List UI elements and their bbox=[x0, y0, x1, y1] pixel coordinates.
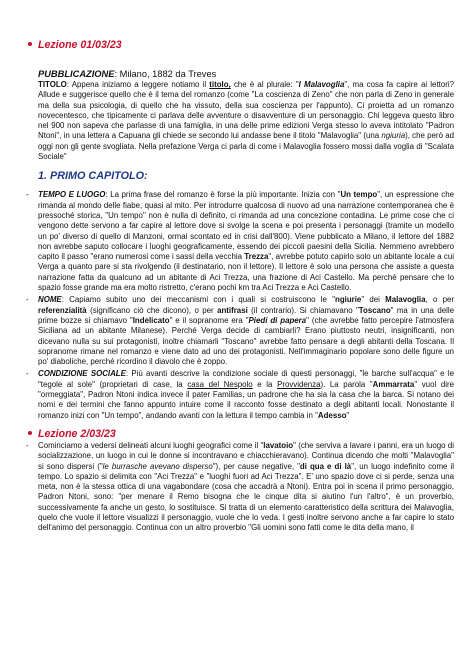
dash-icon: - bbox=[26, 440, 29, 450]
list-item: - NOME: Capiamo subito uno dei meccanismi con i quali si costruiscono le "ngiurie" dei Malavoglia, o per referenzialità (significano ciò che dicono), o per antifrasi (il contrario). Si chiamavano "Toscano" ma in una delle prime bozze si chiamavo "Indelicato" e il sopranome era "Piedi di papera" (che avrebbe fatto percepire l'atmosfera Siciliana ad un abitante Milanese). Perché Verga decide di cambiarli? Erano piuttosto neutri, insignificanti, non dicevano nulla su sui protagonisti, inoltre chiamarli "Toscano" avrebbe fatto pensare a degli abitanti della Toscana. Il sopranome rimane nel romanzo e viene dato ad uno dei protagonisti. Nell'immaginario popolare sono delle figure un po' diaboliche, perché ricordino il diavolo che è zoppo. bbox=[26, 295, 454, 367]
bullet-icon bbox=[28, 431, 32, 435]
lesson-heading-1: Lezione 01/03/23 bbox=[28, 39, 454, 52]
dash-icon: - bbox=[26, 369, 29, 379]
list-item: - CONDIZIONE SOCIALE: Più avanti descrive la condizione sociale di questi personaggi, "le barche sull'acqua" e le "tegole al sole" (proprietari di case, la casa del Nespolo e la Provvidenza). La parola "Ammarrata" vuol dire "ormeggiata", Padron Ntoni indica invece il pater Familias, un padrone che ha sia la casa che la barca. Si notano dei nomi e dei termini che fanno appunto intuire come il racconto fosse destinato a degli abitanti locali. Nonostante il romanzo inizi con "Un tempo", andando avanti con la lettura il tempo cambia in "Adesso" bbox=[26, 369, 454, 420]
list-item: - TEMPO E LUOGO: La prima frase del romanzo è forse la più importante. Inizia con "Un tempo", un espressione che rimanda al mondo delle fiabe, quasi al mito. Per introdurre qualcosa di nuovo ad una narrazione contemporanea che è pressoché storica, "Un tempo" non è nulla di definito, ci rimanda ad una concezione contadina. Le prime cose che ci vengono dette servono a far capire al lettore dove si svolge la scena e poi presenta i personaggi (tramite un modello un po' diverso di quello di Manzoni, ormai scontato ed in crisi dall'800). Viene pubblicato a Milano, il lettore del 1882 non avrebbe saputo collocare i luoghi geograficamente, essendo dei piccoli paesini della Sicilia. Nemmeno avrebbero capito il passo "erano numerosi come i sassi della vecchia Trezza", avrebbe potuto capirlo solo un abitante locale a cui Verga a quanto pare si sta rivolgendo (il destinatario, non il lettore). Il lettore è solo una persona che assiste a questa narrazione fatta da qualcuno ad un abitante di Aci Trezza, una frazione di Aci Castello. Ma perché pensare che lo spazio fosse grande ma era molto ristretto, c'erano pochi km tra Aci Trezza e Aci Castello. bbox=[26, 190, 454, 293]
dash-icon: - bbox=[26, 295, 29, 305]
dash-icon: - bbox=[26, 190, 29, 200]
bullet-icon bbox=[28, 42, 32, 46]
titolo-paragraph: TITOLO: Appena iniziamo a leggere notiamo il titolo, che è al plurale: "I Malavoglia", ma cosa fa capire ai lettori? Allude e suggerisce quello che è il tema del romanzo (come "La coscienza di Zeno" che non parla di Zeno in generale ma della sua psicologia, di quello che ha vissuto, della sua coscienza per l'appunto). Ci proietta ad un romanzo novecentesco, che tipicamente ci parlava delle avventure o disavventure di un personaggio. Chi leggeva questo libro nel 900 non sapeva che parlasse di una famiglia, in una delle prime edizioni Verga stesso lo aveva intitolato "Padron Ntoni", in una lettera a Capuana gli chiede se secondo lui andasse bene il titolo "Malavoglia" (una ngiuria), che però ad oggi non gli gente svogliata. Nella prefazione Verga ci parla di come i Malavoglia fossero mossi dalla voglia di "Scalata Sociale" bbox=[38, 80, 454, 162]
lesson-heading-2: Lezione 2/03/23 bbox=[28, 428, 454, 441]
publication-line: PUBBLICAZIONE: Milano, 1882 da Treves bbox=[38, 69, 217, 79]
list-item: - Cominciamo a vedersi delineati alcuni luoghi geografici come il "lavatoio" (che serviva a lavare i panni, era un luogo di socializzazione, un luogo in cui le donne si incontravano e chiacchieravano). Continua dicendo che molti "Malavoglia" si sono dispersi ("le burrasche avevano disperso"), per cause negative, "di qua e di là", un luogo indefinito come il tempo. Lo spazio si delimita con "Aci Trezza" e "luoghi fuori ad Aci Trezza". E' uno spazio dove ci si perde, senza una meta, non è la stessa ottica di una vagabondare (cosa che accadrà a Ntoni). Entra poi in scena il primo personaggio, Padron Ntoni, sono: "per menare il Remo bisogna che le cinque dita si aiutino l'un l'altro", è un proverbio, successivamente fa anche un gesto, lo sostituisce. Si tratta di un elemento caratteristico della scrittura dei Malavoglia, quelo che vuole il lettore visualizzi il personaggio, vuole che lo veda. I gesti inoltre servono anche a far capire lo stato dell'animo del personaggio. Continua con un altro proverbio "Gli uomini sono fatti come le dita della mano, il bbox=[26, 440, 454, 533]
chapter-heading: 1. PRIMO CAPITOLO: bbox=[38, 170, 148, 183]
